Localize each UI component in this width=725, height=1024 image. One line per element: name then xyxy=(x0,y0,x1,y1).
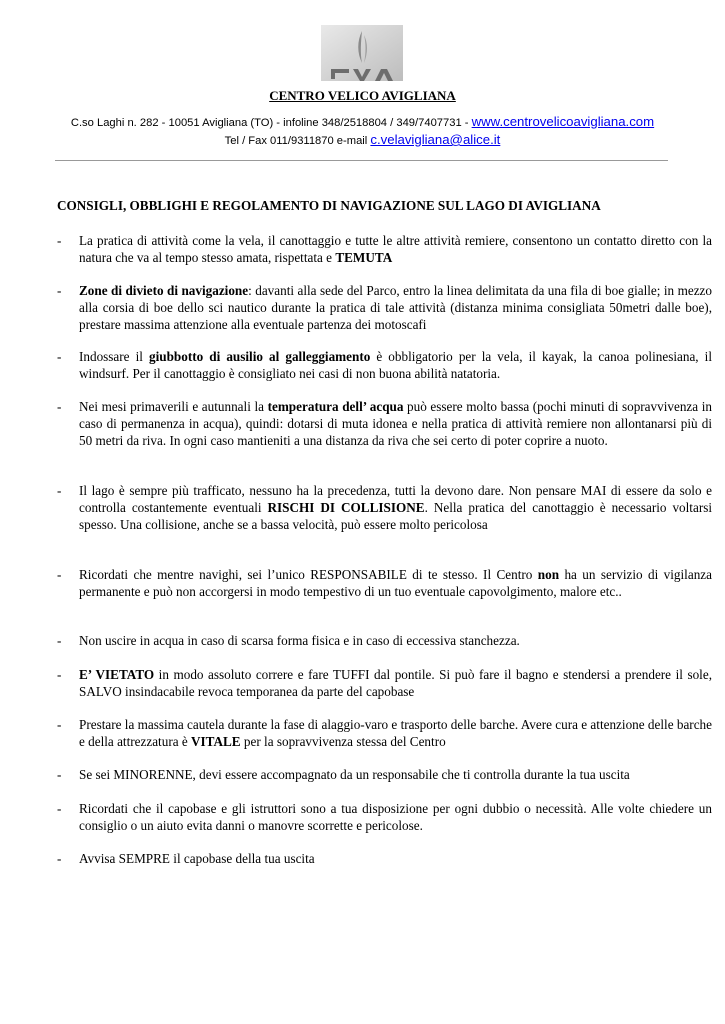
emphasis-text: giubbotto di ausilio al galleggiamento xyxy=(148,349,371,364)
rule-text: Nei mesi primaverili e autunnali la xyxy=(79,399,268,414)
bullet-dash: - xyxy=(57,801,62,816)
page-title: CENTRO VELICO AVIGLIANA xyxy=(269,88,456,103)
rule-text: Avvisa SEMPRE il capobase della tua uscita xyxy=(79,851,315,866)
rule-text: è obbligatorio per la vela, il kayak, la canoa polinesiana, il windsurf. Per il canottaggio è consigliato nei casi di non buona abilità natatoria. xyxy=(79,349,712,381)
rule-text: Prestare la massima cautela durante la fase di alaggio-varo e trasporto delle barche. Avere cura e attenzione delle barche e della attrezzatura è xyxy=(79,717,712,749)
header-divider xyxy=(55,160,668,161)
contact-line xyxy=(0,132,725,147)
emphasis-text: E’ VIETATO xyxy=(79,667,155,682)
bullet-dash: - xyxy=(57,633,62,648)
rule-text: Ricordati che il capobase e gli istruttori sono a tua disposizione per ogni dubbio o necessità. Alle volte chiedere un consiglio o un aiuto evita danni o manovre scorrette e pericolose. xyxy=(79,801,712,833)
emphasis-text: Zone di divieto di navigazione xyxy=(79,283,249,298)
document-heading: CONSIGLI, OBBLIGHI E REGOLAMENTO DI NAVIGAZIONE SUL LAGO DI AVIGLIANA xyxy=(57,198,601,213)
emphasis-text: VITALE xyxy=(191,734,241,749)
rule-item xyxy=(57,482,712,533)
bullet-dash: - xyxy=(57,667,62,682)
bullet-dash: - xyxy=(57,851,62,866)
cva-logo xyxy=(321,25,403,81)
bullet-dash: - xyxy=(57,283,62,298)
bullet-dash: - xyxy=(57,567,62,582)
rule-text: La pratica di attività come la vela, il canottaggio e tutte le altre attività remiere, consentono un contatto diretto con la natura che va al tempo stesso amata, rispettata e xyxy=(79,233,712,265)
rule-text: : davanti alla sede del Parco, entro la linea delimitata da una fila di boe gialle; in mezzo alla corsia di boe dello sci nautico durante la pratica di tale attività (distanza minima consigliata 50metri dalle boe), prestare massima attenzione alla eventuale partenza dei motoscafi xyxy=(79,283,712,332)
rule-item xyxy=(57,232,712,266)
rule-text: Il lago è sempre più trafficato, nessuno ha la precedenza, tutti la devono dare. Non pensare MAI di essere da solo e controlla costantemente eventuali xyxy=(79,483,712,515)
bullet-dash: - xyxy=(57,233,62,248)
address-text: C.so Laghi n. 282 - 10051 Avigliana (TO) - infoline 348/2518804 / 349/7407731 - xyxy=(70,117,472,129)
website-link[interactable]: www.centrovelicoavigliana.com xyxy=(471,114,655,129)
address-line xyxy=(0,114,725,129)
rule-item xyxy=(57,282,712,333)
rule-item xyxy=(57,398,712,449)
rule-text: . Nella pratica del canottaggio è necessario voltarsi spesso. Una collisione, anche se a bassa velocità, può essere molto pericolosa xyxy=(79,500,713,532)
bullet-dash: - xyxy=(57,483,62,498)
email-link[interactable]: c.velavigliana@alice.it xyxy=(370,132,501,147)
rule-item xyxy=(57,566,712,600)
rule-text: Se sei MINORENNE, devi essere accompagnato da un responsabile che ti controlla durante la tua uscita xyxy=(79,767,630,782)
emphasis-text: non xyxy=(537,567,560,582)
rule-text: ha un servizio di vigilanza permanente e può non accorgersi in modo tempestivo di un tuo eventuale capovolgimento, malore etc.. xyxy=(79,567,712,599)
bullet-dash: - xyxy=(57,717,62,732)
rule-text: in modo assoluto correre e fare TUFFI dal pontile. Si può fare il bagno e stendersi a prendere il sole, SALVO insindacabile revoca temporanea da parte del capobase xyxy=(79,667,712,699)
rule-item xyxy=(57,632,712,649)
bullet-dash: - xyxy=(57,767,62,782)
rule-item xyxy=(57,348,712,382)
emphasis-text: RISCHI DI COLLISIONE xyxy=(267,500,425,515)
rule-text: Indossare il xyxy=(79,349,149,364)
rule-text: può essere molto bassa (pochi minuti di sopravvivenza in caso di permanenza in acqua), quindi: dotarsi di muta idonea e nella pratica di attività remiere non allontanarsi più di 50 metri da riva. In ogni caso mantieniti a una distanza da riva che sei certo di poter coprire a nuoto. xyxy=(79,399,712,448)
rule-text: Non uscire in acqua in caso di scarsa forma fisica e in caso di eccessiva stanchezza. xyxy=(79,633,520,648)
bullet-dash: - xyxy=(57,399,62,414)
rule-text: per la sopravvivenza stessa del Centro xyxy=(240,734,446,749)
emphasis-text: temperatura dell’ acqua xyxy=(267,399,404,414)
rule-item xyxy=(57,850,712,867)
emphasis-text: TEMUTA xyxy=(335,250,393,265)
rule-item xyxy=(57,766,712,783)
rule-text: Ricordati che mentre navighi, sei l’unico RESPONSABILE di te stesso. Il Centro xyxy=(79,567,538,582)
rule-item xyxy=(57,716,712,750)
rule-item xyxy=(57,666,712,700)
bullet-dash: - xyxy=(57,349,62,364)
phone-text: Tel / Fax 011/9311870 e-mail xyxy=(224,135,371,147)
rule-item xyxy=(57,800,712,834)
